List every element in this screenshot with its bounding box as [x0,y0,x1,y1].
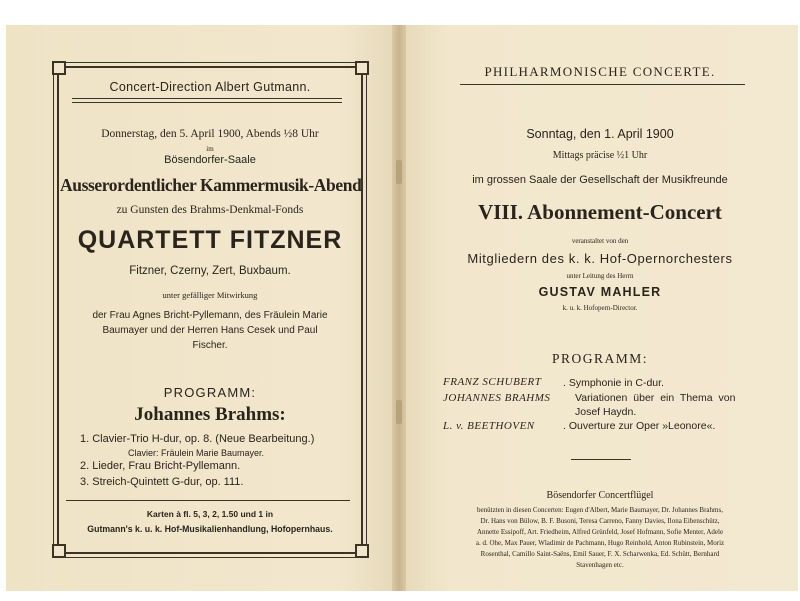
program-composer: JOHANNES BRAHMS [443,392,551,404]
series-title: PHILHARMONISCHE CONCERTE. [484,64,716,79]
left-cause: zu Gunsten des Brahms-Denkmal-Fonds [116,204,304,216]
guests-line-2: Baumayer und der Herren Hans Cesek und Paul [102,325,318,336]
guests-line-3: Fischer. [192,340,228,351]
book-spine [392,25,406,591]
left-im: im [206,145,214,153]
left-programm-title: PROGRAMM: [163,385,257,400]
left-venue: Bösendorfer-Saale [164,154,256,166]
left-date: Donnerstag, den 5. April 1900, Abends ½8 Uhr [101,128,319,140]
left-header: Concert-Direction Albert Gutmann. [109,80,311,94]
program-composer: FRANZ SCHUBERT [443,376,542,388]
piano-title: Bösendorfer Concertflügel [546,490,654,501]
organized-by: veranstaltet von den [571,237,629,245]
program-work: Variationen über ein Thema von [575,392,736,404]
piano-line: Stavenhagen etc. [576,561,624,569]
guests-line-1: der Frau Agnes Bricht-Pyllemann, des Fräulein Marie [92,310,328,321]
ticket-seller: Gutmann's k. u. k. Hof-Musikalienhandlung, Hofopernhaus. [87,524,333,535]
piano-line: a. d. Ohe, Max Pauer, Wladimir de Pachmann, Hugo Reinhold, Anton Rubinstein, Moriz [475,539,725,547]
frame-corner-ornament [52,544,66,558]
conductor-role: k. u. k. Hofopern-Director. [562,304,638,312]
ticket-prices: Karten à fl. 5, 3, 2, 1.50 und 1 in [146,509,274,519]
orchestra: Mitgliedern des k. k. Hof-Opernorchesters [467,251,733,266]
program-work: . Ouverture zur Oper »Leonore«. [563,420,716,432]
frame-corner-ornament [52,61,66,75]
left-event-title: Ausserordentlicher Kammermusik-Abend [60,175,362,195]
program-work: . Symphonie in C-dur. [563,377,664,389]
piano-line: benützten in diesen Concerten: Eugen d'Albert, Marie Baumayer, Dr. Johannes Brahms, [477,506,723,514]
divider-rule [571,459,631,460]
conductor-name: GUSTAV MAHLER [538,285,662,299]
binding-stitch [396,400,402,424]
ensemble-members: Fitzner, Czerny, Zert, Buxbaum. [129,265,291,277]
program-item: 3. Streich-Quintett G-dur, op. 111. [80,476,244,488]
program-item: 2. Lieder, Frau Bricht-Pyllemann. [80,460,241,472]
right-venue: im grossen Saale der Gesellschaft der Musikfreunde [472,174,728,186]
program-work: Josef Haydn. [575,406,637,418]
left-assist: unter gefälliger Mitwirkung [162,290,258,300]
piano-line: Annette Essipoff, Art. Friedheim, Alfred Grünfeld, Josef Hofmann, Sofie Menter, Adele [476,528,724,536]
series-rule [460,84,745,85]
binding-stitch [396,160,402,184]
header-rule [72,98,342,103]
right-programm-title: PROGRAMM: [551,351,649,366]
frame-corner-ornament [355,544,369,558]
right-date: Sonntag, den 1. April 1900 [526,127,674,141]
direction-label: unter Leitung des Herrn [566,272,634,280]
program-composer: L. v. BEETHOVEN [443,420,535,432]
ensemble-name: QUARTETT FITZNER [77,226,343,254]
right-time: Mittags präcise ½1 Uhr [552,150,648,161]
frame-corner-ornament [355,61,369,75]
footer-rule [66,500,350,501]
program-item-note: Clavier: Fräulein Marie Baumayer. [128,448,265,458]
concert-title: VIII. Abonnement-Concert [478,200,722,224]
piano-line: Rosenthal, Camillo Saint-Saëns, Emil Sauer, F. X. Scharwenka, Ed. Schütt, Bernhard [480,550,720,558]
composer-heading: Johannes Brahms: [134,404,286,425]
piano-line: Dr. Hans von Bülow, B. F. Busoni, Teresa Carreno, Fanny Davies, Ilona Eibenschütz, [480,517,720,525]
program-item: 1. Clavier-Trio H-dur, op. 8. (Neue Bearbeitung.) [80,433,315,445]
